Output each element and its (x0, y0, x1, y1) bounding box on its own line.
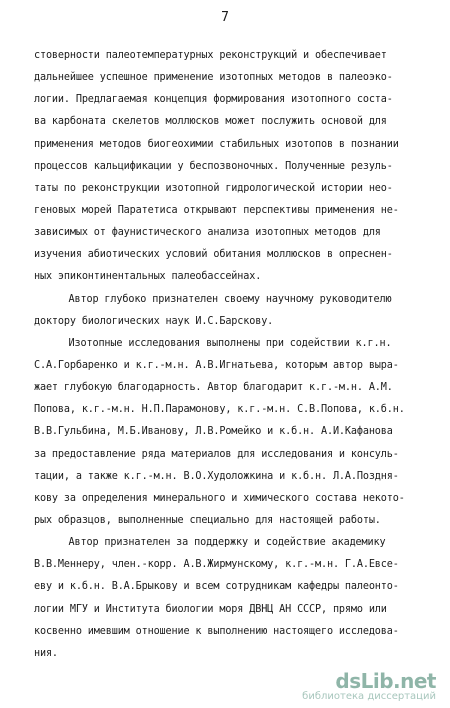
text-line: жает глубокую благодарность. Автор благодарит к.г.-м.н. А.М. (34, 381, 393, 394)
text-line: В.В.Гульбина, М.Б.Иванову, Л.В.Ромейко и к.б.н. А.И.Кафанова (34, 425, 393, 438)
text-line: дальнейшее успешное применение изотопных методов в палеоэко- (34, 71, 393, 84)
body-text (34, 44, 434, 664)
text-line: С.А.Горбаренко и к.г.-м.н. А.В.Игнатьева, которым автор выра- (34, 358, 399, 371)
text-line: Автор признателен за поддержку и содействие академику (68, 536, 386, 549)
text-line: доктору биологических наук И.С.Барскову. (34, 314, 274, 327)
text-line: логии МГУ и Института биологии моря ДВНЦ АН СССР, прямо или (34, 602, 387, 615)
text-line: таты по реконструкции изотопной гидрологической истории нео- (34, 181, 393, 194)
text-line: тации, а также к.г.-м.н. В.О.Худоложкина и к.б.н. Л.А.Поздня- (34, 469, 399, 482)
text-line: за предоставление ряда материалов для исследования и консуль- (34, 447, 399, 460)
text-line: ния. (34, 646, 58, 659)
text-line: изучения абиотических условий обитания моллюсков в опреснен- (34, 248, 393, 261)
text-line: В.В.Меннеру, член.-корр. А.В.Жирмунскому, к.г.-м.н. Г.А.Евсе- (34, 558, 399, 571)
watermark-logo: dsLib.net (335, 669, 436, 693)
text-line: процессов кальцификации у беспозвоночных. Полученные резуль- (34, 159, 393, 172)
text-line: ных эпиконтинентальных палеобассейнах. (34, 270, 262, 283)
text-line: ва карбоната скелетов моллюсков может послужить основой для (34, 115, 387, 128)
watermark-tagline: библиотека диссертаций (302, 691, 436, 702)
text-line: еву и к.б.н. В.А.Брыкову и всем сотрудникам кафедры палеонто- (34, 580, 399, 593)
text-line: логии. Предлагаемая концепция формирования изотопного соста- (34, 93, 393, 106)
text-line: Попова, к.г.-м.н. Н.П.Парамонову, к.г.-м.н. С.В.Попова, к.б.н. (34, 403, 405, 416)
text-line: стоверности палеотемпературных реконструкций и обеспечивает (34, 49, 387, 61)
text-line: рых образцов, выполненные специально для настоящей работы. (34, 513, 381, 526)
text-line: применения методов биогеохимии стабильных изотопов в познании (34, 137, 399, 150)
text-line: косвенно имевшим отношение к выполнению настоящего исследова- (34, 624, 399, 637)
text-line: Изотопные исследования выполнены при содействии к.г.н. (68, 336, 392, 349)
page-number: 7 (221, 10, 229, 25)
text-line: геновых морей Паратетиса открывают перспективы применения не- (34, 203, 399, 216)
text-line: Автор глубоко признателен своему научному руководителю (68, 292, 392, 305)
watermark (296, 669, 436, 702)
text-line: кову за определения минерального и химического состава некото- (34, 491, 405, 504)
text-line: зависимых от фаунистического анализа изотопных методов для (34, 226, 381, 239)
